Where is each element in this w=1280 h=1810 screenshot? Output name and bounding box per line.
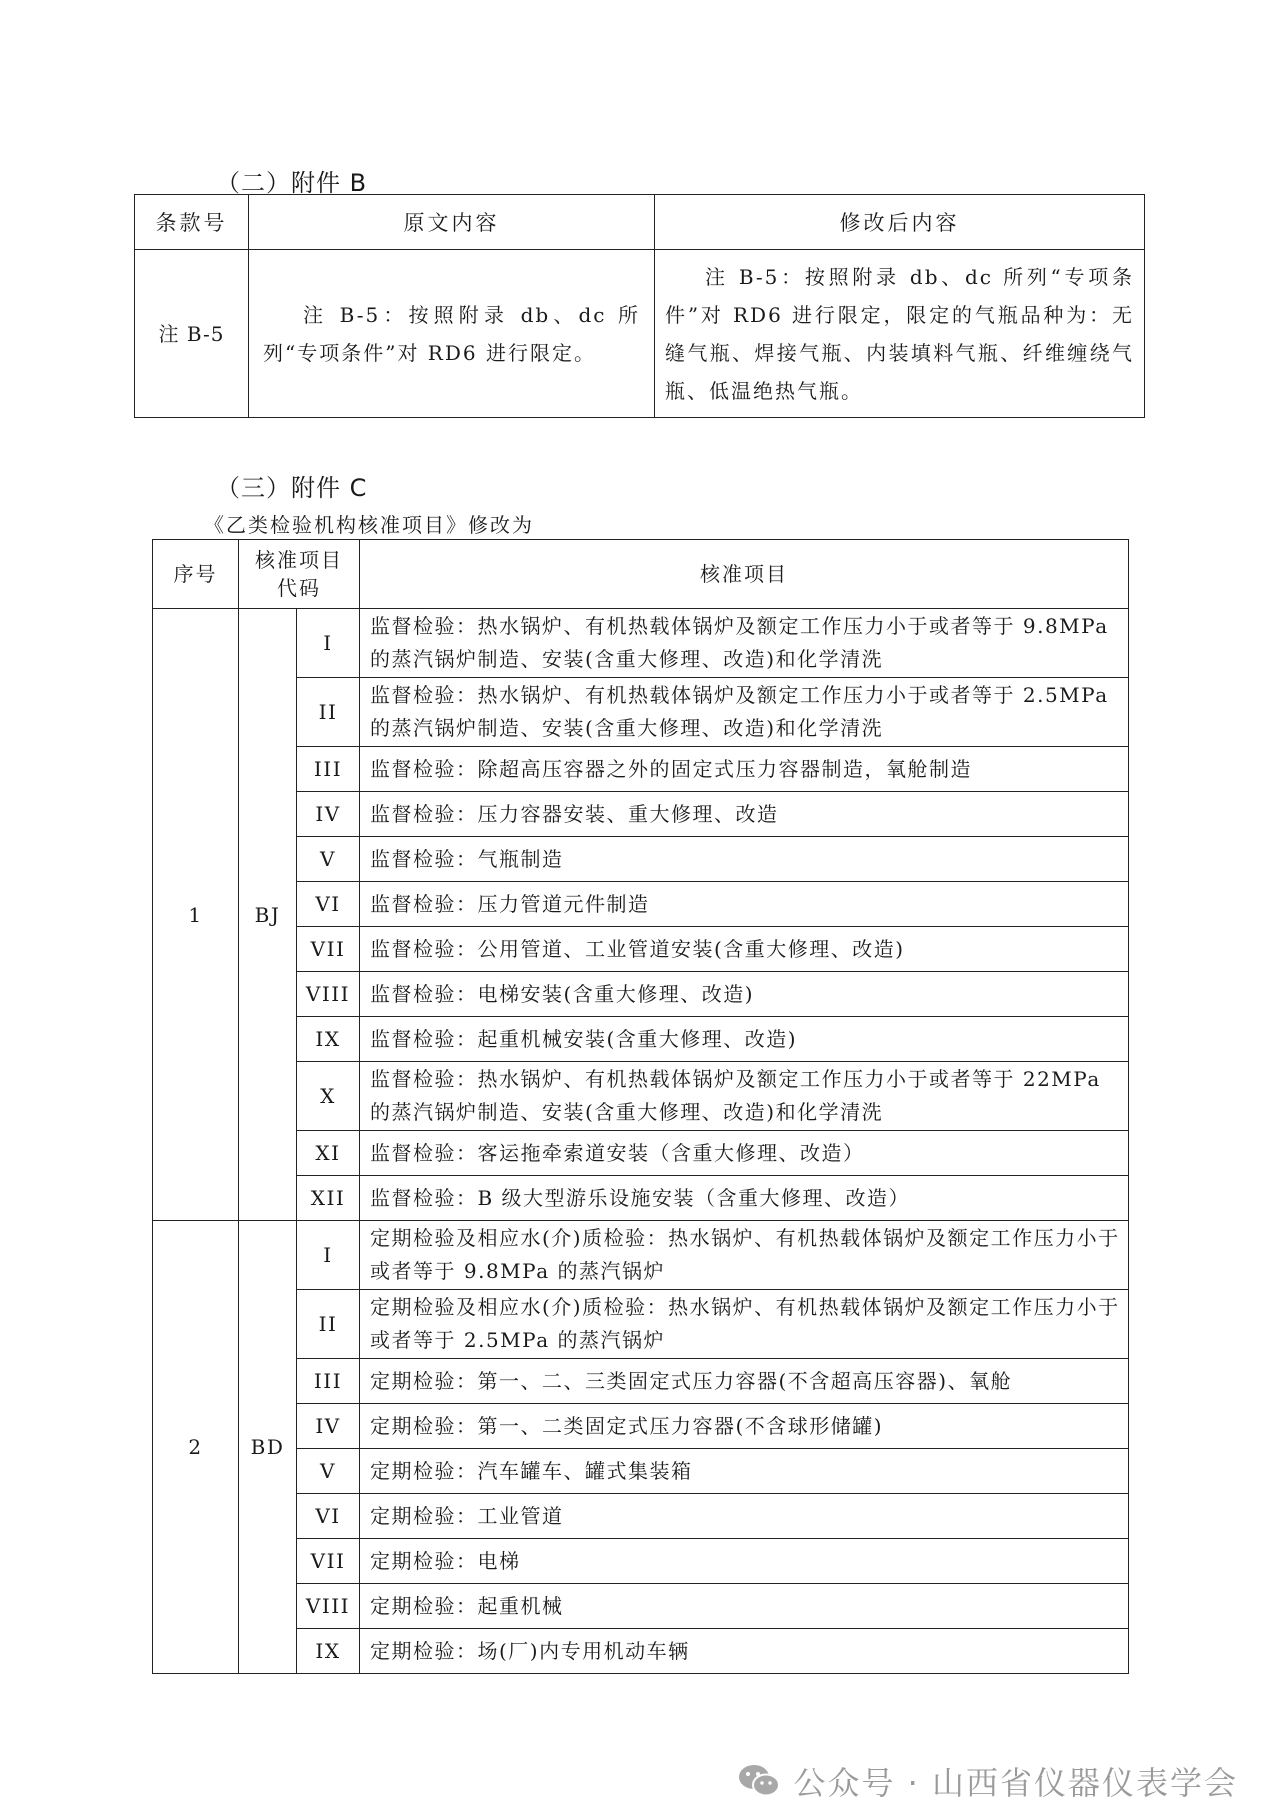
seq-cell: 2: [153, 1221, 239, 1674]
table-row: [153, 1449, 1129, 1494]
header-clause: 条款号: [135, 195, 249, 250]
table-row: [153, 1584, 1129, 1629]
item-text: 监督检验：除超高压容器之外的固定式压力容器制造，氧舱制造: [360, 747, 1129, 792]
item-number: IX: [297, 1629, 360, 1674]
item-number: III: [297, 1359, 360, 1404]
annex-b-table: [134, 194, 1145, 418]
table-row: [153, 1062, 1129, 1131]
item-number: VIII: [297, 1584, 360, 1629]
code-cell: BJ: [239, 609, 297, 1221]
item-number: I: [297, 609, 360, 678]
item-text: 监督检验：气瓶制造: [360, 837, 1129, 882]
table-row: [153, 1176, 1129, 1221]
table-row: [153, 927, 1129, 972]
item-number: IV: [297, 1404, 360, 1449]
item-text: 定期检验及相应水(介)质检验：热水锅炉、有机热载体锅炉及额定工作压力小于或者等于 9.8MPa 的蒸汽锅炉: [360, 1221, 1129, 1290]
item-text: 监督检验：热水锅炉、有机热载体锅炉及额定工作压力小于或者等于 9.8MPa 的蒸汽锅炉制造、安装(含重大修理、改造)和化学清洗: [360, 609, 1129, 678]
item-text: 监督检验：电梯安装(含重大修理、改造): [360, 972, 1129, 1017]
table-row: [153, 1404, 1129, 1449]
table-row: [153, 1539, 1129, 1584]
item-text: 定期检验：电梯: [360, 1539, 1129, 1584]
modified-content: 注 B-5：按照附录 db、dc 所列“专项条件”对 RD6 进行限定，限定的气瓶品种为：无缝气瓶、焊接气瓶、内装填料气瓶、纤维缠绕气瓶、低温绝热气瓶。: [655, 250, 1145, 418]
item-text: 定期检验：汽车罐车、罐式集装箱: [360, 1449, 1129, 1494]
table-row: [153, 747, 1129, 792]
item-number: X: [297, 1062, 360, 1131]
footer-text: 公众号 · 山西省仪器仪表学会: [793, 1764, 1238, 1802]
table-row: [153, 1494, 1129, 1539]
table-row: [153, 882, 1129, 927]
section-b-heading: （二）附件 B: [216, 169, 368, 197]
item-number: V: [297, 837, 360, 882]
header-item: 核准项目: [360, 540, 1129, 609]
item-number: III: [297, 747, 360, 792]
item-number: VI: [297, 882, 360, 927]
header-code: 核准项目代码: [239, 540, 360, 609]
item-number: VII: [297, 1539, 360, 1584]
code-cell: BD: [239, 1221, 297, 1674]
table-row: [153, 1221, 1129, 1290]
clause-number: 注 B-5: [135, 250, 249, 418]
item-text: 监督检验：热水锅炉、有机热载体锅炉及额定工作压力小于或者等于 2.5MPa 的蒸汽锅炉制造、安装(含重大修理、改造)和化学清洗: [360, 678, 1129, 747]
item-text: 监督检验：起重机械安装(含重大修理、改造): [360, 1017, 1129, 1062]
annex-b-row: [135, 250, 1145, 418]
item-number: XII: [297, 1176, 360, 1221]
item-number: VIII: [297, 972, 360, 1017]
annex-c-header-row: [153, 540, 1129, 609]
table-row: [153, 609, 1129, 678]
item-text: 监督检验：压力容器安装、重大修理、改造: [360, 792, 1129, 837]
annex-c-body: [153, 609, 1129, 1674]
item-number: II: [297, 678, 360, 747]
item-text: 定期检验：场(厂)内专用机动车辆: [360, 1629, 1129, 1674]
item-number: VI: [297, 1494, 360, 1539]
item-text: 监督检验：B 级大型游乐设施安装（含重大修理、改造）: [360, 1176, 1129, 1221]
item-text: 监督检验：热水锅炉、有机热载体锅炉及额定工作压力小于或者等于 22MPa 的蒸汽锅炉制造、安装(含重大修理、改造)和化学清洗: [360, 1062, 1129, 1131]
footer-watermark: [737, 1758, 1238, 1804]
item-text: 监督检验：公用管道、工业管道安装(含重大修理、改造): [360, 927, 1129, 972]
wechat-icon: [737, 1763, 781, 1799]
item-text: 监督检验：压力管道元件制造: [360, 882, 1129, 927]
item-number: IX: [297, 1017, 360, 1062]
seq-cell: 1: [153, 609, 239, 1221]
item-number: II: [297, 1290, 360, 1359]
item-text: 定期检验：工业管道: [360, 1494, 1129, 1539]
table-row: [153, 678, 1129, 747]
item-number: I: [297, 1221, 360, 1290]
table-row: [153, 1131, 1129, 1176]
table-row: [153, 1290, 1129, 1359]
item-text: 定期检验：第一、二类固定式压力容器(不含球形储罐): [360, 1404, 1129, 1449]
table-row: [153, 837, 1129, 882]
item-text: 定期检验：第一、二、三类固定式压力容器(不含超高压容器)、氧舱: [360, 1359, 1129, 1404]
item-number: VII: [297, 927, 360, 972]
annex-c-table: [152, 539, 1129, 1674]
item-number: V: [297, 1449, 360, 1494]
table-row: [153, 1017, 1129, 1062]
table-row: [153, 792, 1129, 837]
item-text: 定期检验及相应水(介)质检验：热水锅炉、有机热载体锅炉及额定工作压力小于或者等于 2.5MPa 的蒸汽锅炉: [360, 1290, 1129, 1359]
item-text: 定期检验：起重机械: [360, 1584, 1129, 1629]
section-c-heading: （三）附件 C: [216, 474, 368, 502]
header-modified: 修改后内容: [655, 195, 1145, 250]
item-number: XI: [297, 1131, 360, 1176]
section-c-note: 《乙类检验机构核准项目》修改为: [204, 513, 534, 537]
original-content: 注 B-5：按照附录 db、dc 所列“专项条件”对 RD6 进行限定。: [249, 250, 655, 418]
item-text: 监督检验：客运拖牵索道安装（含重大修理、改造）: [360, 1131, 1129, 1176]
header-seq: 序号: [153, 540, 239, 609]
table-row: [153, 1629, 1129, 1674]
table-row: [153, 1359, 1129, 1404]
item-number: IV: [297, 792, 360, 837]
annex-b-header-row: [135, 195, 1145, 250]
table-row: [153, 972, 1129, 1017]
header-original: 原文内容: [249, 195, 655, 250]
